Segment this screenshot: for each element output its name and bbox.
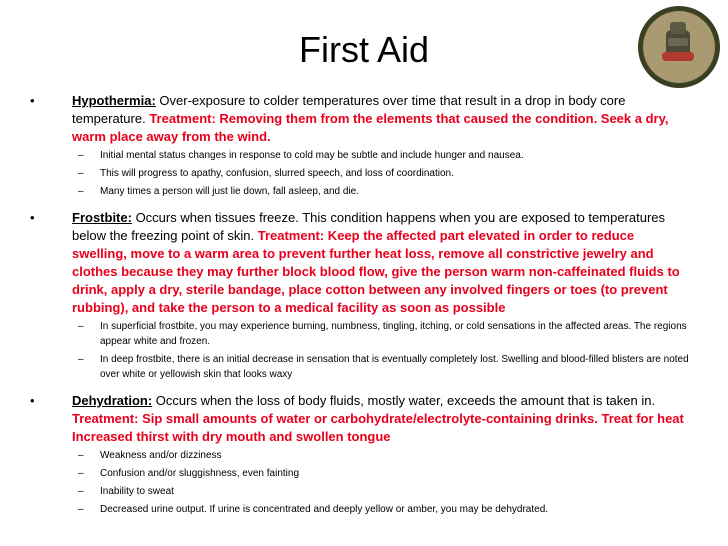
bullet-glyph: • bbox=[30, 393, 35, 408]
list-item: – In deep frostbite, there is an initial decrease in sensation that is eventually completely lost. Swelling and blood-filled blisters are noted over white or yellowish skin that looks waxy bbox=[78, 354, 689, 380]
dash-glyph: – bbox=[78, 504, 84, 515]
description: Occurs when tissues freeze. This condition happens when you are exposed to temperatures below the freezing point of skin. bbox=[72, 210, 666, 243]
slide-title: First Aid bbox=[298, 29, 430, 70]
list-item: – Many times a person will just lie down, fall asleep, and die. bbox=[78, 186, 360, 197]
list-item: – Decreased urine output. If urine is concentrated and deeply yellow or amber, you may be dehydrated. bbox=[78, 504, 549, 515]
section-frostbite bbox=[30, 209, 690, 382]
description: Occurs when the loss of body fluids, mostly water, exceeds the amount that is taken in. bbox=[152, 393, 656, 408]
section-hypothermia bbox=[30, 92, 690, 199]
list-item: – Confusion and/or sluggishness, even fainting bbox=[78, 468, 300, 479]
dash-glyph: – bbox=[78, 186, 84, 197]
dash-glyph: – bbox=[78, 486, 84, 497]
dash-glyph: – bbox=[78, 150, 84, 161]
description: Over-exposure to colder temperatures over time that result in a drop in body core temperature. bbox=[72, 93, 626, 126]
sub-list bbox=[72, 319, 690, 382]
treatment: Treatment: Keep the affected part elevated in order to reduce swelling, move to a warm area to prevent further heat loss, remove all constrictive jewelry and clothes because they may further block blood flow, give the person warm non-caffeinated fluids to drink, apply a dry, sterile bandage, place cotton between any involved fingers or toes (to prevent rubbing), and take the person to a medical facility as soon as possible bbox=[72, 228, 680, 315]
treatment: Treatment: Removing them from the elements that caused the condition. Seek a dry, warm place away from the wind. bbox=[72, 111, 669, 144]
list-item: – This will progress to apathy, confusion, slurred speech, and loss of coordination. bbox=[78, 168, 454, 179]
treatment: Treatment: Sip small amounts of water or carbohydrate/electrolyte-containing drinks. Treat for heat Increased thirst with dry mouth and swollen tongue bbox=[72, 411, 684, 444]
dash-glyph: – bbox=[78, 468, 84, 479]
term: Frostbite: bbox=[72, 210, 132, 225]
dash-glyph: – bbox=[78, 321, 84, 332]
merit-badge-icon bbox=[636, 4, 722, 90]
term: Dehydration: bbox=[72, 393, 153, 408]
list-item: – Weakness and/or dizziness bbox=[78, 450, 222, 461]
dash-glyph: – bbox=[78, 354, 84, 365]
bullet-glyph: • bbox=[30, 210, 35, 225]
bullet-glyph: • bbox=[30, 93, 35, 108]
section-dehydration bbox=[30, 392, 690, 517]
term: Hypothermia: bbox=[72, 93, 156, 108]
sub-list bbox=[72, 448, 690, 517]
content bbox=[30, 92, 690, 527]
dash-glyph: – bbox=[78, 450, 84, 461]
list-item: – Inability to sweat bbox=[78, 486, 174, 497]
dash-glyph: – bbox=[78, 168, 84, 179]
list-item: – Initial mental status changes in response to cold may be subtle and include hunger and nausea. bbox=[78, 150, 524, 161]
list-item: – In superficial frostbite, you may experience burning, numbness, tingling, itching, or cold sensations in the affected areas. The regions appear white and frozen. bbox=[78, 321, 687, 347]
sub-list bbox=[72, 148, 690, 199]
